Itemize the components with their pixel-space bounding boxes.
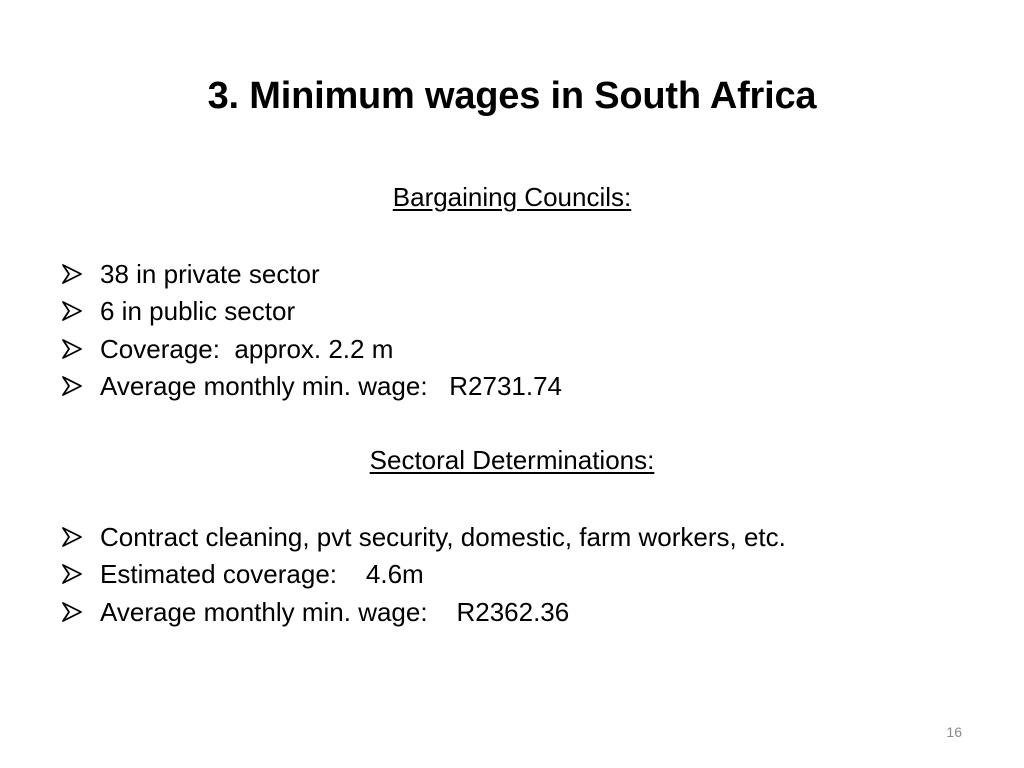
- arrowhead-bullet-icon: [60, 600, 84, 624]
- list-item-text: Contract cleaning, pvt security, domestic, farm workers, etc.: [100, 521, 786, 552]
- arrowhead-bullet-icon: [60, 337, 84, 361]
- slide-title: 3. Minimum wages in South Africa: [207, 75, 817, 117]
- arrowhead-bullet-icon: [60, 374, 84, 398]
- list-item: [60, 556, 786, 594]
- sectoral-determinations-list: [60, 518, 786, 631]
- list-item-text: Average monthly min. wage: R2731.74: [100, 371, 563, 402]
- list-item-text: 38 in private sector: [100, 258, 320, 289]
- list-item: [60, 255, 562, 293]
- list-item-text: Estimated coverage: 4.6m: [100, 559, 424, 590]
- bargaining-councils-list: [60, 255, 562, 405]
- arrowhead-bullet-icon: [60, 299, 84, 323]
- list-item-text: 6 in public sector: [100, 296, 296, 327]
- arrowhead-bullet-icon: [60, 562, 84, 586]
- list-item: [60, 368, 562, 406]
- list-item: [60, 593, 786, 631]
- arrowhead-bullet-icon: [60, 525, 84, 549]
- list-item: [60, 518, 786, 556]
- arrowhead-bullet-icon: [60, 262, 84, 286]
- section-heading-bargaining-councils: Bargaining Councils:: [392, 182, 632, 212]
- page-number: 16: [946, 724, 962, 740]
- list-item-text: Average monthly min. wage: R2362.36: [100, 596, 570, 627]
- list-item: [60, 330, 562, 368]
- list-item: [60, 293, 562, 331]
- section-heading-sectoral-determinations: Sectoral Determinations:: [369, 445, 655, 475]
- list-item-text: Coverage: approx. 2.2 m: [100, 333, 394, 364]
